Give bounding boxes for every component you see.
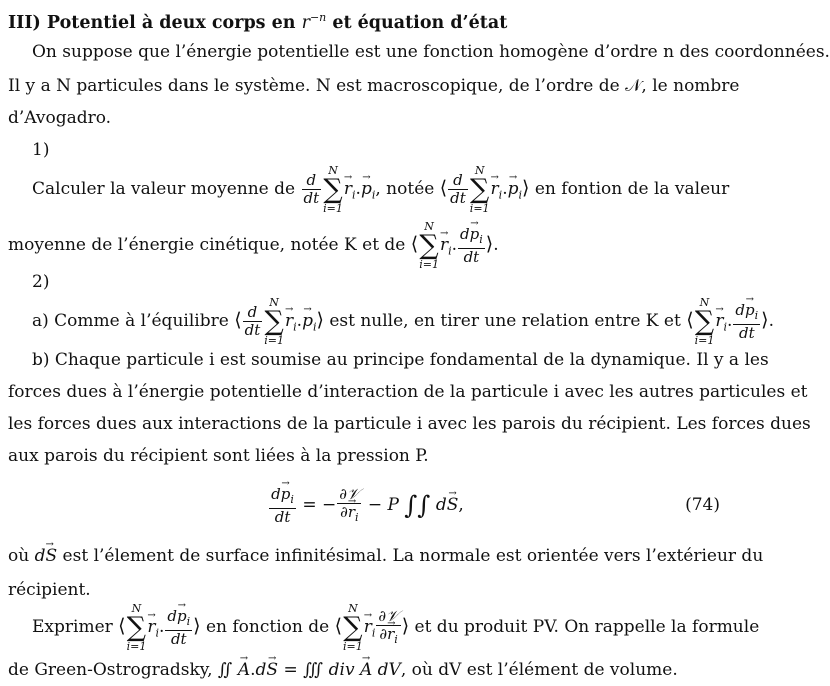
d-dt-fraction: $\frac{d}{dt}$ (303, 171, 320, 207)
intro-line-1: On suppose que l’énergie potentielle est une fonction homogène d’ordre n des coordonnées. (32, 42, 830, 62)
intro-line-3: d’Avogadro. (8, 108, 112, 128)
question-2-label: 2) (32, 272, 50, 292)
after-equation-line-2: récipient. (8, 580, 91, 600)
sum-symbol: N ∑ i=1 (323, 164, 343, 215)
question-2a: a) Comme à l’équilibre ⟨ $\frac{d}{dt}$ N ∑ i=1 → $r_i.\to$ $p_i⟩$ est nulle, en tirer une relation entre K et ⟨ N ∑ i=1 → $r_i$. $\frac{d\to p_i}{dt}$ ⟩. (32, 292, 724, 348)
question-2b-line-4: aux parois du récipient sont liées à la pression P. (8, 446, 429, 466)
question-1-statement-cont: moyenne de l’énergie cinétique, notée K et de ⟨ N ∑ i=1 → $r_i$. $\frac{d\to p_i}{dt}$ ⟩. (8, 218, 724, 270)
equation-number: (74) (685, 495, 720, 515)
question-1-label: 1) (32, 140, 50, 160)
question-2b-final: Exprimer ⟨ N ∑ i=1 → $r_i$. $\frac{d\to p_i}{dt}$ ⟩ en fonction de ⟨ N ∑ i=1 → $r_i$ $\frac{\text{∂𝒱}}{\partial\to r_i}$ ⟩ et du produit PV. On rappelle la formule (32, 598, 724, 654)
question-2b-line-2: forces dues à l’énergie potentielle d’interaction de la particule i avec les autres particules et (8, 382, 808, 402)
after-equation-line-1: où d→ S est l’élement de surface infinitésimal. La normale est orientée vers l’extérieur du (8, 546, 724, 566)
green-ostrogradsky-line: de Green-Ostrogradsky, ∬ → A.d→ S = ∭ div → A dV, où dV est l’élément de volume. (8, 660, 724, 680)
question-2b-line-3: les forces dues aux interactions de la particule i avec les parois du récipient. Les forces dues (8, 414, 811, 434)
intro-line-2: Il y a N particules dans le système. N est macroscopique, de l’ordre de 𝒩, le nombre (8, 76, 740, 96)
question-1-statement: Calculer la valeur moyenne de $\frac{d}{dt}$ N ∑ i=1 → $r_i.\to p_i$, notée ⟨ $\frac{d}{dt}$ N ∑ i=1 → $r_i.\to$ $p_i⟩$ en fontion de la valeur (32, 160, 724, 216)
equation-74: $\frac{d\to p_i}{dt}$ = − $\frac{\text{∂𝒱}}{\partial\to r_i}$ − P ∫∫ d→ S, (8, 478, 724, 532)
question-2b-line-1: b) Chaque particule i est soumise au principe fondamental de la dynamique. Il y a les (32, 350, 769, 370)
section-title: III) Potentiel à deux corps en $r^{-n}$ et équation d’état (8, 11, 508, 33)
